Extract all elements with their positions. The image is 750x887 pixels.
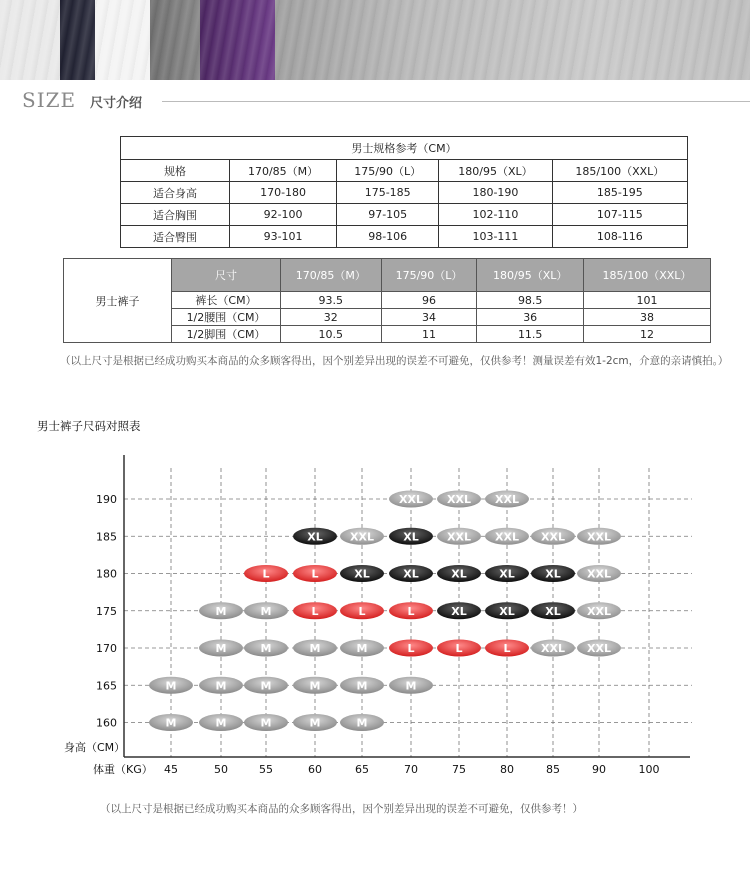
measurement-note: （以上尺寸是根据已经成功购买本商品的众多顾客得出，因个别差异出现的误差不可避免，仅供参考！测量误差有效1-2cm，介意的亲请慎拍。） xyxy=(60,355,729,367)
size-marker-label: M xyxy=(309,642,321,655)
size-marker-l xyxy=(485,640,529,657)
size-marker-label: L xyxy=(311,604,319,618)
size-marker-label: XL xyxy=(499,604,515,618)
product-photo-banner xyxy=(0,0,750,80)
size-marker-label: XXL xyxy=(587,604,611,618)
table-cell: 32 xyxy=(281,309,382,326)
size-marker-label: XXL xyxy=(587,567,611,581)
table-cell: 98.5 xyxy=(477,292,584,309)
size-marker-label: L xyxy=(407,642,415,655)
size-marker-label: L xyxy=(358,604,366,618)
size-marker-xxl xyxy=(437,528,481,545)
row-label: 1/2腰围（CM） xyxy=(172,309,281,326)
x-axis-label: 体重（KG） xyxy=(93,763,153,776)
table-cell: 108-116 xyxy=(552,226,687,248)
x-tick-label: 45 xyxy=(164,763,178,776)
size-marker-label: M xyxy=(356,679,368,693)
pants-size-table xyxy=(63,258,711,343)
x-tick-label: 65 xyxy=(355,763,369,776)
table-cell: 101 xyxy=(583,292,710,309)
header-cell: 185/100（XXL） xyxy=(552,160,687,182)
size-marker-label: M xyxy=(356,716,368,730)
pants-row-label: 男士裤子 xyxy=(64,259,172,343)
size-marker-label: M xyxy=(405,679,417,693)
y-tick-label: 180 xyxy=(96,567,117,581)
spec-table-caption: 男士规格参考（CM） xyxy=(121,137,688,160)
header-cell: 170/85（M） xyxy=(230,160,337,182)
row-label: 裤长（CM） xyxy=(172,292,281,309)
table-cell: 180-190 xyxy=(439,182,552,204)
size-marker-xl xyxy=(485,602,529,619)
table-cell: 96 xyxy=(381,292,477,309)
table-cell: 93.5 xyxy=(281,292,382,309)
size-marker-xl xyxy=(485,565,529,582)
header-cell: 规格 xyxy=(121,160,230,182)
table-cell: 97-105 xyxy=(337,204,439,226)
size-marker-m xyxy=(199,677,243,694)
size-marker-l xyxy=(389,602,433,619)
size-marker-l xyxy=(437,640,481,657)
size-marker-m xyxy=(389,677,433,694)
x-tick-label: 75 xyxy=(452,763,466,776)
row-label: 适合臀围 xyxy=(121,226,230,248)
size-marker-m xyxy=(293,677,337,694)
table-cell: 107-115 xyxy=(552,204,687,226)
table-cell: 11 xyxy=(381,326,477,343)
size-marker-l xyxy=(293,602,337,619)
size-marker-m xyxy=(199,640,243,657)
size-marker-label: M xyxy=(165,716,177,730)
row-label: 适合身高 xyxy=(121,182,230,204)
size-marker-xxl xyxy=(577,528,621,545)
y-tick-label: 165 xyxy=(96,679,117,693)
row-label: 1/2脚围（CM） xyxy=(172,326,281,343)
header-divider xyxy=(162,101,750,102)
y-tick-label: 175 xyxy=(96,604,117,618)
size-marker-xxl xyxy=(485,528,529,545)
header-cell: 170/85（M） xyxy=(281,259,382,292)
table-cell: 102-110 xyxy=(439,204,552,226)
header-cell: 180/95（XL） xyxy=(439,160,552,182)
pants-table-header-row xyxy=(64,259,711,292)
size-marker-label: XL xyxy=(451,567,467,581)
size-marker-xxl xyxy=(577,565,621,582)
size-marker-m xyxy=(149,677,193,694)
size-marker-xl xyxy=(389,565,433,582)
header-cell: 185/100（XXL） xyxy=(583,259,710,292)
size-marker-m xyxy=(340,714,384,731)
spec-table-header-row xyxy=(121,160,688,182)
size-marker-label: XL xyxy=(545,567,561,581)
chart-footnote: （以上尺寸是根据已经成功购买本商品的众多顾客得出，因个别差异出现的误差不可避免，仅供参考！） xyxy=(100,803,583,815)
size-marker-label: XXL xyxy=(587,530,611,544)
y-tick-label: 160 xyxy=(96,716,117,730)
size-marker-m xyxy=(244,640,288,657)
size-marker-label: M xyxy=(260,604,272,618)
size-marker-label: XL xyxy=(499,567,515,581)
size-marker-m xyxy=(293,714,337,731)
x-tick-label: 70 xyxy=(404,763,418,776)
size-marker-xl xyxy=(531,602,575,619)
size-marker-label: XXL xyxy=(587,642,611,655)
size-marker-label: XXL xyxy=(447,493,471,506)
size-marker-xxl xyxy=(437,491,481,508)
size-marker-label: L xyxy=(455,642,463,655)
chart-title: 男士裤子尺码对照表 xyxy=(37,419,141,433)
size-marker-m xyxy=(340,640,384,657)
size-marker-l xyxy=(389,640,433,657)
row-label: 适合胸围 xyxy=(121,204,230,226)
size-marker-xxl xyxy=(485,491,529,508)
table-cell: 92-100 xyxy=(230,204,337,226)
size-marker-label: L xyxy=(407,604,415,618)
size-marker-label: XXL xyxy=(541,642,565,655)
size-marker-label: M xyxy=(215,642,227,655)
size-marker-label: XL xyxy=(354,567,370,581)
table-cell: 185-195 xyxy=(552,182,687,204)
size-marker-label: XL xyxy=(403,567,419,581)
header-cell: 175/90（L） xyxy=(337,160,439,182)
size-marker-m xyxy=(149,714,193,731)
size-marker-label: M xyxy=(215,604,227,618)
y-axis-label: 身高（CM） xyxy=(64,741,126,754)
size-marker-label: M xyxy=(260,679,272,693)
size-marker-xl xyxy=(531,565,575,582)
size-marker-m xyxy=(293,640,337,657)
table-cell: 103-111 xyxy=(439,226,552,248)
size-marker-m xyxy=(340,677,384,694)
size-marker-label: M xyxy=(215,679,227,693)
size-marker-label: XXL xyxy=(447,530,471,544)
table-cell: 170-180 xyxy=(230,182,337,204)
size-marker-label: M xyxy=(260,642,272,655)
size-marker-label: XXL xyxy=(495,493,519,506)
table-cell: 10.5 xyxy=(281,326,382,343)
size-chart xyxy=(0,440,750,790)
size-marker-xl xyxy=(340,565,384,582)
spec-table xyxy=(120,136,688,248)
size-marker-label: XXL xyxy=(495,530,519,544)
size-marker-xxl xyxy=(389,491,433,508)
header-cell: 175/90（L） xyxy=(381,259,477,292)
x-tick-label: 100 xyxy=(638,763,660,776)
size-marker-label: XL xyxy=(545,604,561,618)
size-marker-m xyxy=(244,677,288,694)
size-marker-label: XL xyxy=(403,530,419,544)
size-marker-label: L xyxy=(503,642,511,655)
size-marker-m xyxy=(244,714,288,731)
header-cell: 180/95（XL） xyxy=(477,259,584,292)
y-tick-label: 170 xyxy=(96,642,117,655)
size-marker-label: XXL xyxy=(541,530,565,544)
size-marker-label: L xyxy=(311,567,319,581)
size-marker-xl xyxy=(437,565,481,582)
size-marker-m xyxy=(244,602,288,619)
size-marker-l xyxy=(340,602,384,619)
table-cell: 93-101 xyxy=(230,226,337,248)
size-marker-label: XL xyxy=(451,604,467,618)
size-subtitle: 尺寸介绍 xyxy=(90,96,143,111)
size-marker-label: M xyxy=(309,716,321,730)
size-section-header xyxy=(22,88,750,112)
size-marker-label: M xyxy=(165,679,177,693)
table-cell: 98-106 xyxy=(337,226,439,248)
table-cell: 34 xyxy=(381,309,477,326)
size-marker-xl xyxy=(293,528,337,545)
table-row xyxy=(121,226,688,248)
x-tick-label: 85 xyxy=(546,763,560,776)
table-cell: 36 xyxy=(477,309,584,326)
size-marker-xxl xyxy=(340,528,384,545)
size-marker-xxl xyxy=(577,640,621,657)
table-row xyxy=(121,204,688,226)
size-marker-label: M xyxy=(215,716,227,730)
size-marker-xl xyxy=(389,528,433,545)
x-tick-label: 50 xyxy=(214,763,228,776)
size-marker-xl xyxy=(437,602,481,619)
size-marker-l xyxy=(293,565,337,582)
x-tick-label: 90 xyxy=(592,763,606,776)
size-marker-label: XL xyxy=(307,530,323,544)
size-heading: SIZE xyxy=(22,88,77,112)
size-marker-label: XXL xyxy=(350,530,374,544)
table-cell: 11.5 xyxy=(477,326,584,343)
y-tick-label: 185 xyxy=(96,530,117,544)
y-tick-label: 190 xyxy=(96,493,117,506)
table-cell: 175-185 xyxy=(337,182,439,204)
x-tick-label: 80 xyxy=(500,763,514,776)
size-marker-xxl xyxy=(577,602,621,619)
size-marker-m xyxy=(199,714,243,731)
x-tick-label: 55 xyxy=(259,763,273,776)
size-marker-xxl xyxy=(531,640,575,657)
x-tick-label: 60 xyxy=(308,763,322,776)
size-marker-label: M xyxy=(356,642,368,655)
size-marker-m xyxy=(199,602,243,619)
size-marker-xxl xyxy=(531,528,575,545)
table-cell: 38 xyxy=(583,309,710,326)
table-row xyxy=(121,182,688,204)
size-marker-label: M xyxy=(309,679,321,693)
header-cell: 尺寸 xyxy=(172,259,281,292)
size-marker-label: L xyxy=(262,567,270,581)
size-marker-l xyxy=(244,565,288,582)
size-marker-label: XXL xyxy=(399,493,423,506)
table-cell: 12 xyxy=(583,326,710,343)
size-marker-label: M xyxy=(260,716,272,730)
